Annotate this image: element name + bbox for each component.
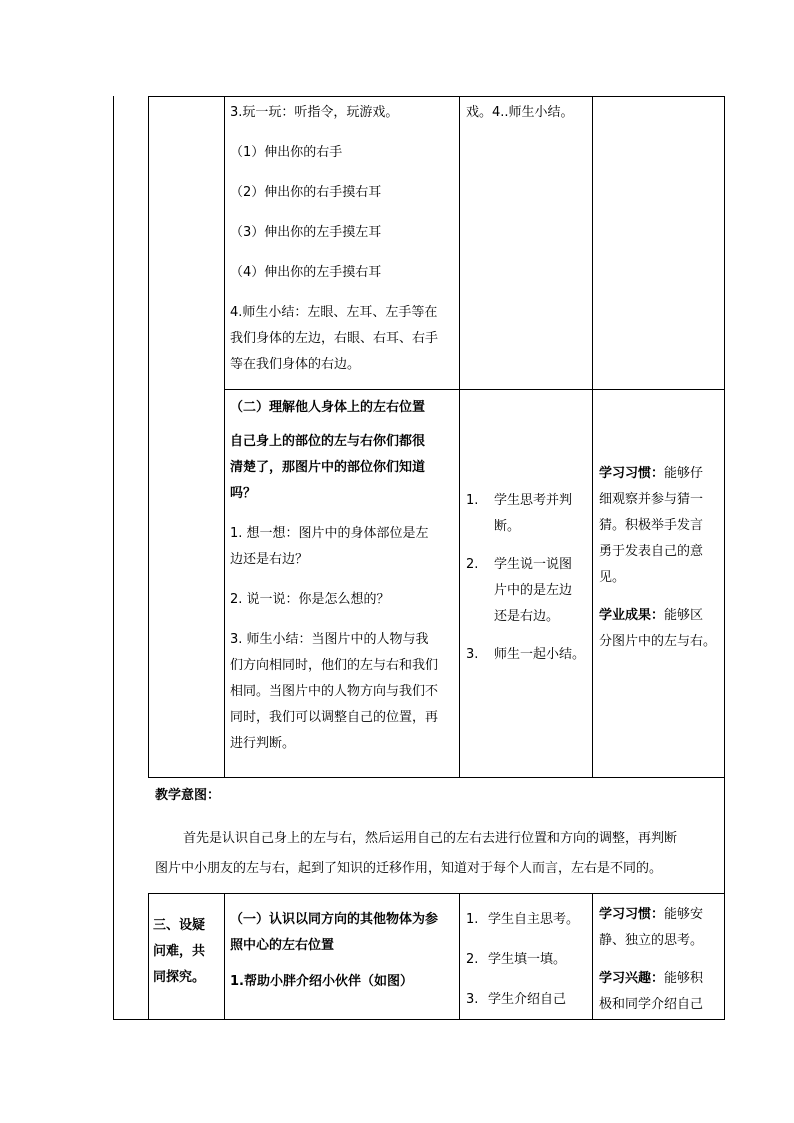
question-line: 清楚了，那图片中的部位你们知道	[230, 460, 426, 475]
game-instruction: （1）伸出你的右手	[230, 145, 343, 160]
block1-student-cell: 戏。4..师生小结。	[466, 105, 574, 120]
step-line: 2. 说一说：你是怎么想的？	[230, 592, 390, 607]
list-number: 1.	[466, 493, 479, 508]
list-number: 3.	[466, 647, 479, 662]
interest-label: 学习兴趣：	[599, 971, 665, 986]
intent-line: 首先是认识自己身上的左与右，然后运用自己的左右去进行位置和方向的调整，再判断	[183, 831, 678, 846]
question-line: 自己身上的部位的左与右你们都很	[230, 434, 426, 449]
game-instruction: （4）伸出你的左手摸右耳	[230, 265, 382, 280]
col-divider-4b	[592, 893, 593, 1020]
habit-line: 静、独立的思考。	[599, 933, 704, 948]
list-text: 学生填一填。	[488, 952, 567, 967]
step-line: 相同。当图片中的人物方向与我们不	[230, 684, 439, 699]
question-line: 吗？	[230, 486, 257, 501]
habit-line: 猜。积极举手发言	[599, 518, 704, 533]
list-number: 2.	[466, 952, 479, 967]
list-line: 学生思考并判	[494, 493, 573, 508]
list-line: 师生一起小结。	[494, 647, 586, 662]
list-text: 学生介绍自己	[488, 992, 567, 1007]
list-line: 片中的是左边	[494, 583, 573, 598]
habit-line: 能够安	[664, 907, 704, 922]
stage-line: 同探究。	[153, 970, 206, 985]
block3-stage-cell	[153, 913, 225, 991]
step-line: 同时，我们可以调整自己的位置，再	[230, 710, 439, 725]
list-text: 学生自主思考。	[488, 912, 580, 927]
list-line: 还是右边。	[494, 609, 560, 624]
block2-student-cell	[466, 488, 588, 680]
list-number: 3.	[466, 992, 479, 1007]
list-item	[466, 488, 588, 540]
row-top-border	[148, 96, 725, 97]
habit-line: 勇于发表自己的意	[599, 544, 704, 559]
section-heading: 照中心的左右位置	[230, 938, 335, 953]
table-border-right	[724, 96, 725, 1020]
result-label: 学业成果：	[599, 608, 665, 623]
result-line: 能够区	[664, 608, 704, 623]
block1-activity-cell	[230, 100, 456, 378]
table-bottom-border	[113, 1019, 725, 1020]
list-item	[466, 642, 588, 668]
list-item	[466, 552, 588, 630]
step-line: 进行判断。	[230, 736, 296, 751]
block2-activity-cell	[230, 395, 456, 757]
step-line: 1. 想一想：图片中的身体部位是左	[230, 526, 429, 541]
interest-line: 极和同学介绍自己	[599, 997, 704, 1012]
block2-goal-cell	[599, 461, 723, 655]
habit-label: 学习习惯：	[599, 466, 665, 481]
list-number: 2.	[466, 557, 479, 572]
game-instruction: （2）伸出你的右手摸右耳	[230, 185, 382, 200]
game-title: 3.玩一玩：听指令，玩游戏。	[230, 105, 399, 120]
block3-goal-cell	[599, 902, 723, 1018]
step-line: 3. 师生小结：当图片中的人物与我	[230, 632, 429, 647]
step-line: 们方向相同时，他们的左与右和我们	[230, 658, 439, 673]
stage-line: 三、设疑	[153, 918, 206, 933]
interest-line: 能够积	[664, 971, 704, 986]
intent-line: 图片中小朋友的左与右，起到了知识的迁移作用，知道对于每个人而言，左右是不同的。	[155, 861, 663, 876]
stage-line: 问难，共	[153, 944, 206, 959]
block3-activity-cell	[230, 907, 456, 995]
list-number: 1.	[466, 912, 479, 927]
row-divider-1	[224, 389, 725, 390]
table-border-left	[113, 96, 114, 1020]
result-line: 分图片中的左与右。	[599, 634, 717, 649]
section-heading: （一）认识以同方向的其他物体为参	[230, 912, 439, 927]
summary-line: 4.师生小结：左眼、左耳、左手等在	[230, 305, 438, 320]
game-instruction: （3）伸出你的左手摸左耳	[230, 225, 382, 240]
step-line: 边还是右边？	[230, 552, 309, 567]
habit-line: 能够仔	[664, 466, 704, 481]
col-divider-2	[224, 96, 225, 778]
list-line: 断。	[494, 519, 521, 534]
row-divider-2	[148, 777, 725, 778]
section-heading: （二）理解他人身体上的左右位置	[230, 400, 426, 415]
habit-line: 见。	[599, 570, 626, 585]
list-line: 学生说一说图	[494, 557, 573, 572]
habit-line: 细观察并参与猜一	[599, 492, 704, 507]
col-divider-3	[459, 96, 460, 778]
col-divider-1	[148, 96, 149, 778]
habit-label: 学习习惯：	[599, 907, 665, 922]
col-divider-1b	[148, 893, 149, 1020]
col-divider-4	[592, 96, 593, 778]
intent-label: 教学意图：	[155, 788, 221, 803]
row-divider-3	[148, 893, 725, 894]
summary-line: 我们身体的左边，右眼、右耳、右手	[230, 331, 439, 346]
sub-heading: 1.帮助小胖介绍小伙伴（如图）	[230, 974, 413, 989]
block3-student-cell	[466, 907, 590, 1013]
col-divider-3b	[459, 893, 460, 1020]
summary-line: 等在我们身体的右边。	[230, 357, 361, 372]
